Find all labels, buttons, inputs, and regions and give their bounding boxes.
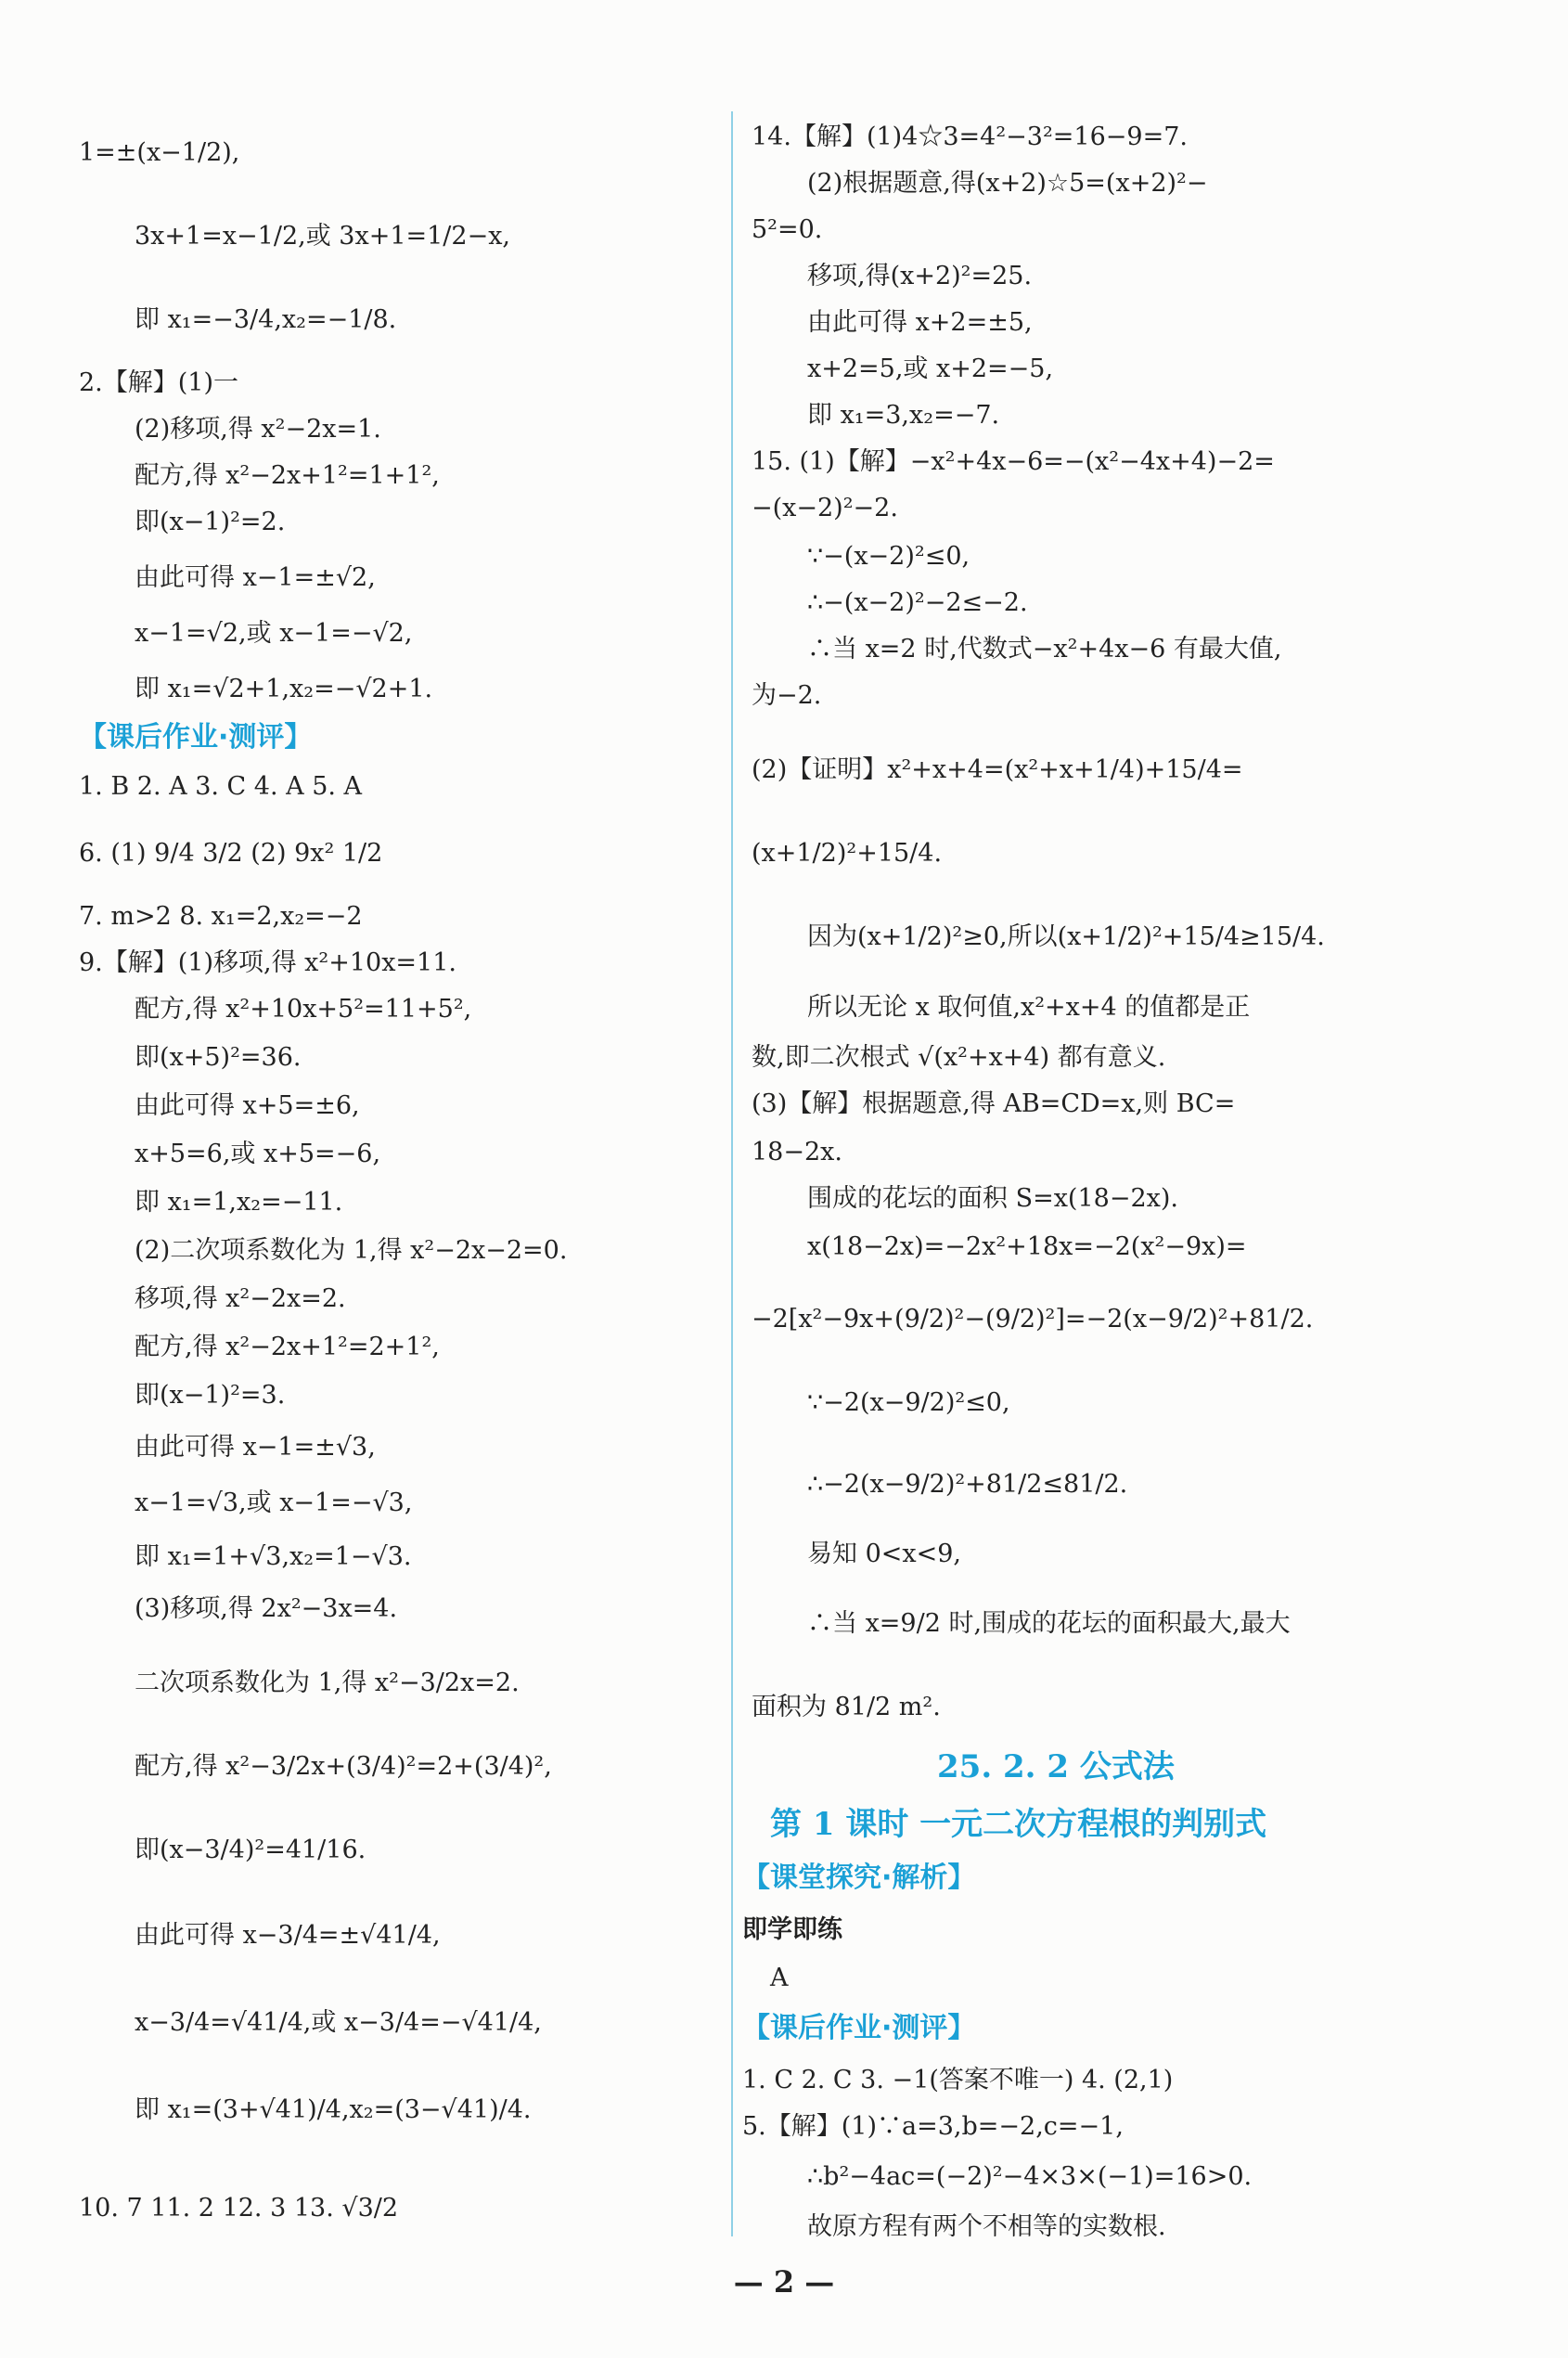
text-line: ∴−(x−2)²−2≤−2. (807, 588, 1028, 617)
text-line: 由此可得 x−1=±√3, (135, 1433, 376, 1462)
text-line: ∴当 x=9/2 时,围成的花坛的面积最大,最大 (807, 1609, 1291, 1638)
text-line: (x+1/2)²+15/4. (752, 839, 943, 868)
text-line: 5²=0. (752, 215, 823, 244)
text-line: 二次项系数化为 1,得 x²−3/2x=2. (135, 1669, 520, 1697)
section-heading: 第 1 课时 一元二次方程根的判别式 (770, 1806, 1267, 1843)
text-line: x−1=√3,或 x−1=−√3, (135, 1488, 413, 1517)
text-line: 1. B 2. A 3. C 4. A 5. A (79, 772, 363, 801)
text-line: 10. 7 11. 2 12. 3 13. √3/2 (79, 2194, 399, 2223)
text-line: 为−2. (752, 681, 822, 710)
text-line: 1=±(x−1/2), (79, 138, 240, 167)
text-line: 5.【解】(1)∵a=3,b=−2,c=−1, (742, 2112, 1124, 2141)
text-line: ∴当 x=2 时,代数式−x²+4x−6 有最大值, (807, 635, 1282, 664)
text-line: 14.【解】(1)4☆3=4²−3²=16−9=7. (752, 122, 1188, 151)
text-line: 3x+1=x−1/2,或 3x+1=1/2−x, (135, 222, 511, 251)
text-line: 即(x−3/4)²=41/16. (135, 1836, 366, 1864)
text-line: 故原方程有两个不相等的实数根. (807, 2212, 1166, 2241)
text-line: 即 x₁=(3+√41)/4,x₂=(3−√41)/4. (135, 2095, 532, 2124)
text-line: x−3/4=√41/4,或 x−3/4=−√41/4, (135, 2008, 542, 2037)
text-line: (2)根据题意,得(x+2)☆5=(x+2)²− (807, 169, 1208, 198)
text-line: x+2=5,或 x+2=−5, (807, 354, 1054, 383)
text-line: 配方,得 x²−2x+1²=1+1², (135, 461, 440, 490)
text-line: 由此可得 x−3/4=±√41/4, (135, 1921, 441, 1950)
text-line: 移项,得 x²−2x=2. (135, 1284, 346, 1313)
text-line: 9.【解】(1)移项,得 x²+10x=11. (79, 948, 456, 977)
text-line: 由此可得 x+5=±6, (135, 1091, 360, 1120)
text-line: 即(x+5)²=36. (135, 1043, 302, 1072)
text-line: 由此可得 x−1=±√2, (135, 563, 376, 592)
text-line: (2)【证明】x²+x+4=(x²+x+1/4)+15/4= (752, 755, 1243, 784)
text-line: A (770, 1964, 789, 1992)
text-line: 配方,得 x²+10x+5²=11+5², (135, 995, 472, 1024)
section-heading: 【课后作业·测评】 (742, 2012, 976, 2044)
text-line: ∴b²−4ac=(−2)²−4×3×(−1)=16>0. (807, 2162, 1253, 2191)
text-line: −(x−2)²−2. (752, 494, 898, 522)
column-divider (731, 111, 733, 2236)
text-line: 即(x−1)²=2. (135, 508, 286, 536)
text-line: ∵−2(x−9/2)²≤0, (807, 1388, 1010, 1417)
text-line: 数,即二次根式 √(x²+x+4) 都有意义. (752, 1043, 1166, 1072)
text-line: 7. m>2 8. x₁=2,x₂=−2 (79, 902, 363, 931)
section-heading: 【课堂探究·解析】 (742, 1862, 976, 1894)
text-line: 15. (1)【解】−x²+4x−6=−(x²−4x+4)−2= (752, 447, 1275, 476)
text-line: 因为(x+1/2)²≥0,所以(x+1/2)²+15/4≥15/4. (807, 922, 1325, 951)
text-line: −2[x²−9x+(9/2)²−(9/2)²]=−2(x−9/2)²+81/2. (752, 1305, 1314, 1334)
text-line: 6. (1) 9/4 3/2 (2) 9x² 1/2 (79, 839, 383, 868)
text-line: 18−2x. (752, 1138, 842, 1166)
text-line: (3)移项,得 2x²−3x=4. (135, 1594, 398, 1623)
text-line: x+5=6,或 x+5=−6, (135, 1140, 381, 1168)
text-line: 易知 0<x<9, (807, 1540, 961, 1568)
section-heading: 【课后作业·测评】 (79, 721, 313, 754)
text-line: 即(x−1)²=3. (135, 1381, 286, 1410)
text-line: 配方,得 x²−3/2x+(3/4)²=2+(3/4)², (135, 1752, 552, 1781)
text-line: 所以无论 x 取何值,x²+x+4 的值都是正 (807, 993, 1251, 1022)
text-line: x−1=√2,或 x−1=−√2, (135, 619, 413, 648)
text-line: 由此可得 x+2=±5, (807, 308, 1033, 337)
text-line: 即学即练 (742, 1915, 842, 1944)
text-line: 即 x₁=1,x₂=−11. (135, 1188, 343, 1217)
text-line: 即 x₁=3,x₂=−7. (807, 401, 1000, 430)
text-line: 配方,得 x²−2x+1²=2+1², (135, 1333, 440, 1361)
text-line: ∴−2(x−9/2)²+81/2≤81/2. (807, 1470, 1128, 1499)
text-line: 2.【解】(1)一 (79, 368, 239, 397)
text-line: ∵−(x−2)²≤0, (807, 542, 970, 571)
text-line: 面积为 81/2 m². (752, 1693, 941, 1721)
text-line: 移项,得(x+2)²=25. (807, 262, 1033, 290)
text-line: 即 x₁=1+√3,x₂=1−√3. (135, 1542, 412, 1571)
text-line: 围成的花坛的面积 S=x(18−2x). (807, 1184, 1178, 1213)
text-line: 1. C 2. C 3. −1(答案不唯一) 4. (2,1) (742, 2066, 1174, 2094)
text-line: 即 x₁=√2+1,x₂=−√2+1. (135, 675, 433, 703)
text-line: (3)【解】根据题意,得 AB=CD=x,则 BC= (752, 1089, 1236, 1118)
section-heading: 25. 2. 2 公式法 (937, 1748, 1175, 1785)
text-line: (2)二次项系数化为 1,得 x²−2x−2=0. (135, 1236, 568, 1265)
text-line: x(18−2x)=−2x²+18x=−2(x²−9x)= (807, 1232, 1247, 1261)
text-line: 即 x₁=−3/4,x₂=−1/8. (135, 305, 397, 334)
text-line: (2)移项,得 x²−2x=1. (135, 415, 381, 444)
page-number: — 2 — (733, 2264, 835, 2300)
